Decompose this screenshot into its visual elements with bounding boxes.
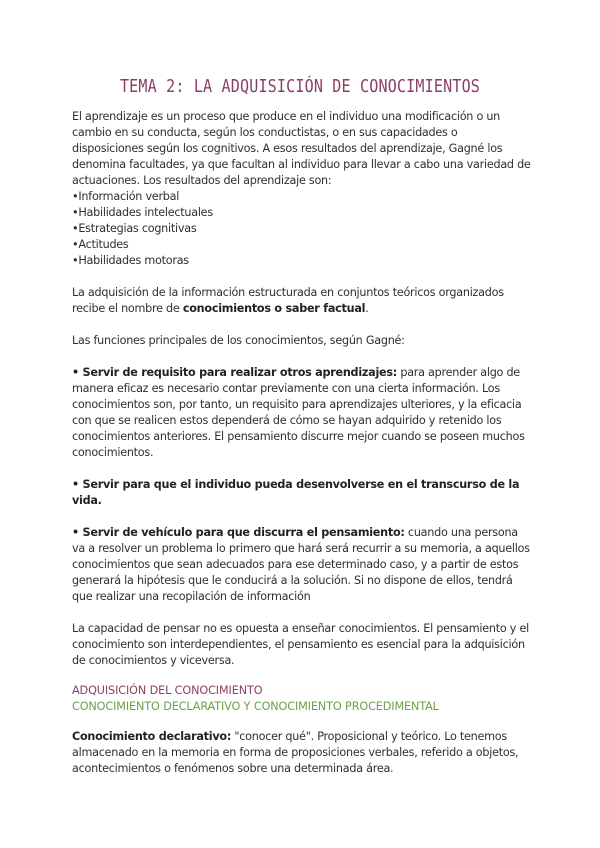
spacer [72,605,532,621]
funcion-item [72,477,532,509]
declarativo-text: "conocer qué". Proposicional y teórico. Lo tenemos almacenado en la memoria en forma de proposiciones verbales, referido a objetos, acontecimientos o fenómenos sobre una determinada área. [72,730,519,775]
intro-paragraph: El aprendizaje es un proceso que produce en el individuo una modificación o un cambio en su conducta, según los conductistas, o en sus capacidades o disposiciones según los cognitivos. A esos resultados del aprendizaje, Gagné los denomina facultades, ya que facultan al individuo para llevar a cabo una variedad de actuaciones. Los resultados del aprendizaje son: [72,110,531,187]
adquisicion-text: La adquisición de la información estructurada en conjuntos teóricos organizados recibe el nombre de [72,286,504,315]
list-item: • Estrategias cognitivas [72,221,532,237]
adquisicion-term: conocimientos o saber factual [182,302,366,315]
adquisicion-paragraph [72,285,532,317]
list-item: • Actitudes [72,237,532,253]
capacidad-paragraph: La capacidad de pensar no es opuesta a enseñar conocimientos. El pensamiento y el conocimiento son interdependientes, el pensamiento es esencial para la adquisición de conocimientos y viceversa. [72,622,529,667]
adquisicion-end: . [365,302,369,315]
funciones-intro: Las funciones principales de los conocimientos, según Gagné: [72,334,405,347]
list-item: • Habilidades intelectuales [72,205,532,221]
spacer [72,669,532,683]
funcion-title: • Servir para que el individuo pueda desenvolverse en el transcurso de la vida. [72,478,520,507]
page-title: TEMA 2: LA ADQUISICIÓN DE CONOCIMIENTOS [119,77,481,97]
spacer [72,269,532,285]
spacer [72,461,532,477]
funcion-text: para aprender algo de manera eficaz es necesario contar previamente con una cierta información. Los conocimientos son, por tanto, un requisito para aprendizajes ulteriores, y la eficacia con que se realicen estos dependerá de cómo se hayan adquirido y retenido los conocimientos anteriores. El pensamiento discurre mejor cuando se poseen muchos conocimientos. [72,366,525,459]
funcion-item [72,365,532,461]
results-list [72,189,532,269]
funcion-title: • Servir de requisito para realizar otros aprendizajes: [72,366,398,379]
spacer [72,715,532,729]
funcion-text: cuando una persona va a resolver un problema lo primero que hará será recurrir a su memoria, a aquellos conocimientos que sean adecuados para ese determinado caso, y a partir de estos generará la hipótesis que le conducirá a la solución. Si no dispone de ellos, tendrá que realizar una recopilación de información [72,526,530,603]
list-item: • Habilidades motoras [72,253,532,269]
funcion-item [72,525,532,605]
spacer [72,349,532,365]
funcion-title: • Servir de vehículo para que discurra el pensamiento: [72,526,405,539]
spacer [72,317,532,333]
declarativo-term: Conocimiento declarativo: [72,730,232,743]
section-subheading: CONOCIMIENTO DECLARATIVO Y CONOCIMIENTO PROCEDIMENTAL [72,700,439,713]
spacer [72,509,532,525]
section-heading: ADQUISICIÓN DEL CONOCIMIENTO [72,684,263,697]
list-item: • Información verbal [72,189,532,205]
declarativo-paragraph [72,729,532,777]
document-body [72,109,532,777]
